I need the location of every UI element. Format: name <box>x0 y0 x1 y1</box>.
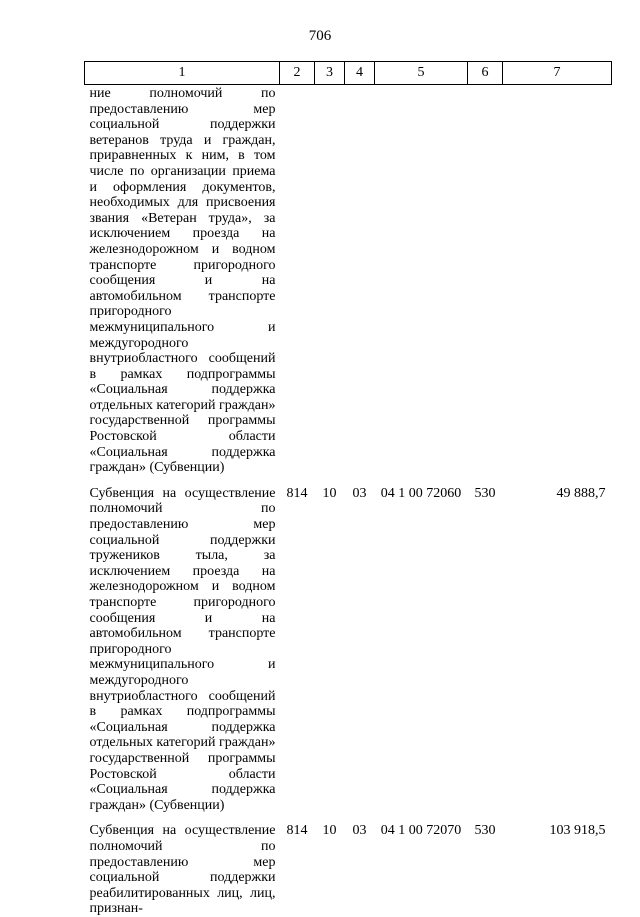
cell-section <box>315 85 345 476</box>
cell-section: 10 <box>322 485 337 501</box>
cell-amount <box>503 85 612 476</box>
cell-ministry-code: 814 <box>286 823 308 839</box>
cell-amount: 49 888,7 <box>556 485 606 501</box>
row-description: ние полномочий по предоставлению мер социальной поддержки ветеранов труда и граждан, приравненных к ним, в том числе по организации приема и оформления документов, необходимых для присвоения звания «Ветеран труда», за исключением проезда на железнодорожном и водном транспорте пригородного сообщения и на автомобильном транспорте пригородного межмуниципального и междугородного внутриобластного сообщений в рамках подпрограммы «Социальная поддержка отдельных категорий граждан» государственной программы Ростовской области «Социальная поддержка граждан» (Субвенции) <box>89 86 276 476</box>
page-number: 706 <box>308 28 332 44</box>
column-header-1: 1 <box>85 62 280 85</box>
column-header-5: 5 <box>375 62 468 85</box>
cell-ministry-code <box>280 85 315 476</box>
column-header-3: 3 <box>315 62 345 85</box>
cell-expense-type: 530 <box>474 485 496 501</box>
column-header-4: 4 <box>345 62 375 85</box>
cell-target-article <box>375 85 468 476</box>
cell-section: 10 <box>322 823 337 839</box>
table-header-row <box>85 62 612 85</box>
column-header-2: 2 <box>280 62 315 85</box>
cell-ministry-code: 814 <box>286 485 308 501</box>
column-header-7: 7 <box>503 62 612 85</box>
row-description: Субвенция на осуществление полномочий по предоставлению мер социальной поддержки реабилитированных лиц, лиц, признан- <box>89 823 276 917</box>
cell-expense-type <box>468 85 503 476</box>
column-header-6: 6 <box>468 62 503 85</box>
cell-target-article: 04 1 00 72070 <box>380 823 462 839</box>
cell-subsection: 03 <box>352 485 367 501</box>
table-row <box>85 476 612 813</box>
cell-subsection <box>345 85 375 476</box>
table-row <box>85 85 612 476</box>
cell-expense-type: 530 <box>474 823 496 839</box>
cell-amount: 103 918,5 <box>549 823 606 839</box>
budget-table <box>84 61 612 917</box>
cell-subsection: 03 <box>352 823 367 839</box>
table-row <box>85 813 612 917</box>
cell-target-article: 04 1 00 72060 <box>380 485 462 501</box>
row-description: Субвенция на осуществление полномочий по предоставлению мер социальной поддержки тружеников тыла, за исключением проезда на железнодорожном и водном транспорте пригородного сообщения и на автомобильном транспорте пригородного межмуниципального и междугородного внутриобластного сообщений в рамках подпрограммы «Социальная поддержка отдельных категорий граждан» государственной программы Ростовской области «Социальная поддержка граждан» (Субвенции) <box>89 485 276 813</box>
